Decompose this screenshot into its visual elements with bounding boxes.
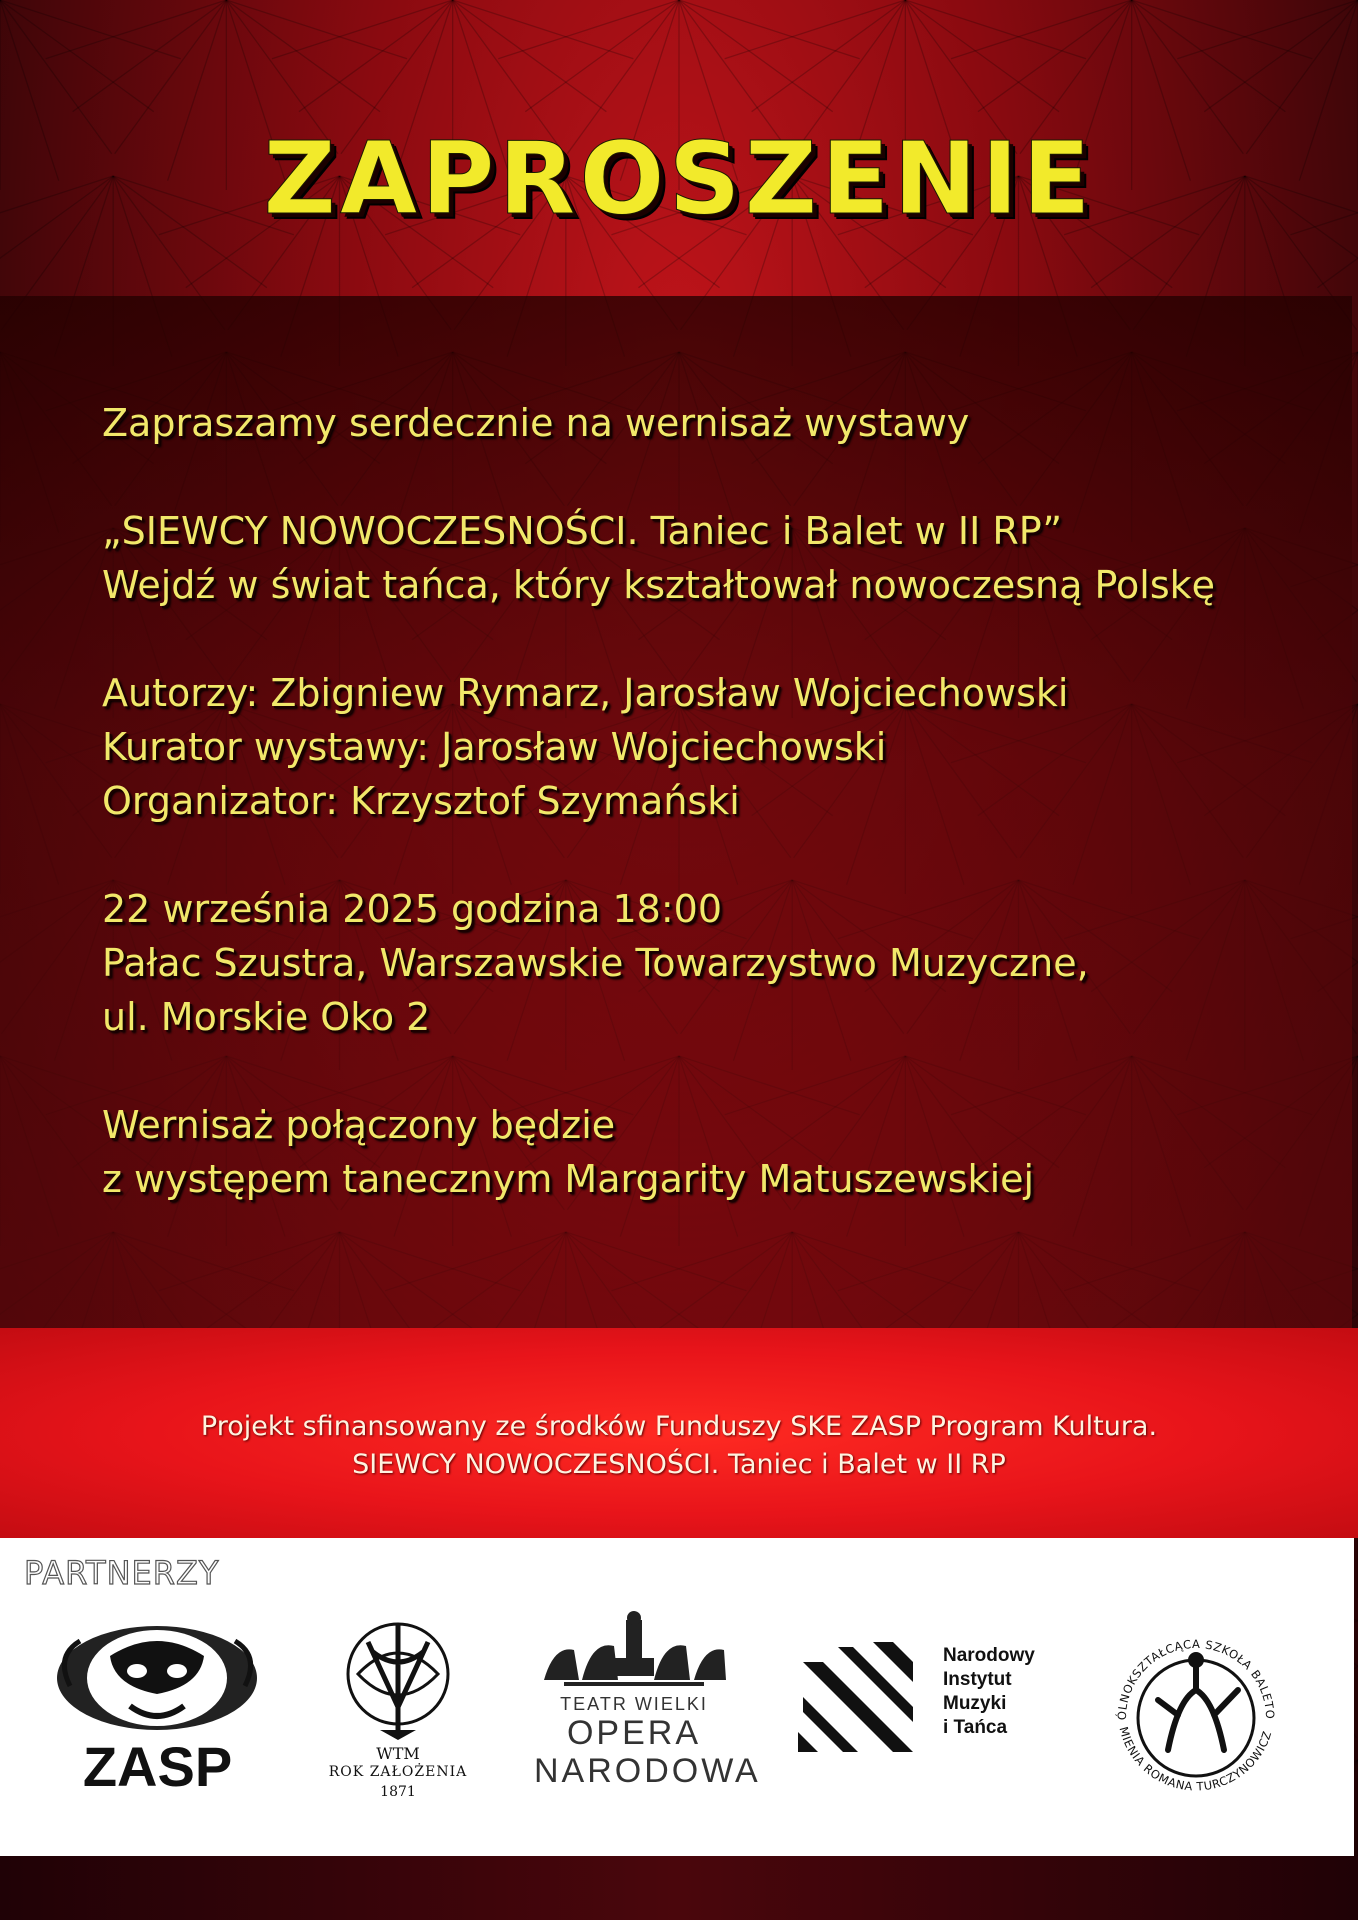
nimit-line-1: Narodowy: [943, 1645, 1035, 1666]
opera-narodowa-logo: [534, 1610, 761, 1810]
partners-heading: PARTNERZY: [24, 1554, 220, 1592]
invitation-panel: [0, 296, 1352, 1328]
funding-band: [0, 1328, 1358, 1538]
exhibition-title: „SIEWCY NOWOCZESNOŚCI. Taniec i Balet w II RP”: [102, 509, 1063, 553]
wtm-logo: [318, 1612, 478, 1822]
nimit-line-4: i Tańca: [943, 1717, 1008, 1738]
opera-line-1: TEATR WIELKI: [560, 1694, 708, 1714]
nimit-line-3: Muzyki: [943, 1693, 1007, 1714]
theatre-mask-icon: [50, 1616, 265, 1746]
ballet-school-logo: [1098, 1620, 1294, 1816]
ballet-ring-top: ÓLNOKSZTAŁCĄCA SZKOŁA BALETO: [1114, 1636, 1278, 1721]
event-venue: Pałac Szustra, Warszawskie Towarzystwo Muzyczne,: [102, 941, 1089, 985]
footer-strip: [0, 1856, 1358, 1920]
wtm-founded-label: ROK ZAŁOŻENIA: [328, 1764, 468, 1780]
partners-section: [0, 1538, 1354, 1856]
page-title: ZAPROSZENIE: [263, 120, 1095, 237]
zasp-logo: [50, 1616, 265, 1796]
funding-line-2: SIEWCY NOWOCZESNOŚCI. Taniec i Balet w II RP: [352, 1449, 1006, 1480]
organizer-line: Organizator: Krzysztof Szymański: [102, 779, 740, 823]
header: [0, 0, 1358, 296]
invitation-body: [102, 396, 1302, 1206]
event-date: 22 września 2025 godzina 18:00: [102, 887, 723, 931]
opera-line-3: NARODOWA: [534, 1752, 761, 1790]
funding-line-1: Projekt sfinansowany ze środków Funduszy SKE ZASP Program Kultura.: [200, 1411, 1158, 1442]
performance-note-2: z występem tanecznym Margarity Matuszewskiej: [102, 1157, 1035, 1201]
funding-text: [0, 1408, 1358, 1484]
event-address: ul. Morskie Oko 2: [102, 995, 431, 1039]
nimit-logo: [798, 1642, 1078, 1772]
nimit-diagonal-icon: [798, 1642, 918, 1762]
curator-line: Kurator wystawy: Jarosław Wojciechowski: [102, 725, 887, 769]
exhibition-tagline: Wejdź w świat tańca, który kształtował nowoczesną Polskę: [102, 563, 1216, 607]
svg-text:OGÓLNOKSZTAŁCĄCA SZKOŁA BALETO: [1098, 1620, 1277, 1720]
intro-text: Zapraszamy serdecznie na wernisaż wystawy: [102, 401, 970, 445]
opera-line-2: OPERA: [566, 1714, 702, 1752]
nimit-line-2: Instytut: [943, 1669, 1012, 1690]
quadriga-icon: [534, 1610, 734, 1690]
authors-line: Autorzy: Zbigniew Rymarz, Jarosław Wojciechowski: [102, 671, 1069, 715]
wtm-founded-year: 1871: [380, 1784, 416, 1800]
wtm-name: WTM: [376, 1744, 420, 1763]
performance-note-1: Wernisaż połączony będzie: [102, 1103, 616, 1147]
ballet-dancers-seal-icon: [1098, 1620, 1294, 1816]
ballet-ring-bottom: MIENIA ROMANA TURCZYNOWICZ: [1116, 1725, 1275, 1794]
wtm-monogram-icon: [318, 1612, 478, 1742]
zasp-logo-text: ZASP: [82, 1735, 233, 1798]
